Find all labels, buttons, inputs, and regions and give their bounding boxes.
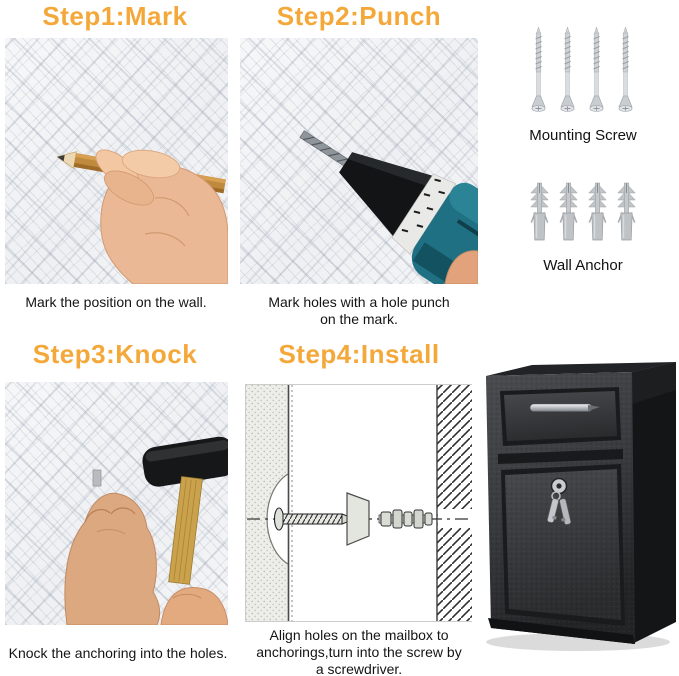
mailbox-product-image [478,360,679,656]
step3-caption: Knock the anchoring into the holes. [8,645,228,661]
mounting-screw-label: Mounting Screw [529,127,637,144]
step4-caption: Align holes on the mailbox to anchorings,turn into the screw by a screwdriver. [256,627,462,676]
step3-photo [5,382,228,625]
step2-title: Step2:Punch [276,1,442,31]
hand-pencil-illustration [5,38,228,284]
step1-caption: Mark the position on the wall. [25,294,207,310]
mounting-screw-icons [526,26,638,118]
wall-anchor-label: Wall Anchor [543,257,623,274]
drill-illustration [240,38,478,284]
mallet-hand-illustration [5,382,228,625]
step4-diagram [245,384,472,622]
step2-caption: Mark holes with a hole punch on the mark. [268,294,450,327]
step1-title: Step1:Mark [42,1,188,31]
step4-title: Step4:Install [278,339,440,369]
step3-title: Step3:Knock [32,339,198,369]
step2-photo [240,38,478,284]
step1-photo [5,38,228,284]
wall-anchor-icons [527,182,639,244]
mailbox-handle [530,404,592,412]
assembly-diagram [245,384,472,622]
